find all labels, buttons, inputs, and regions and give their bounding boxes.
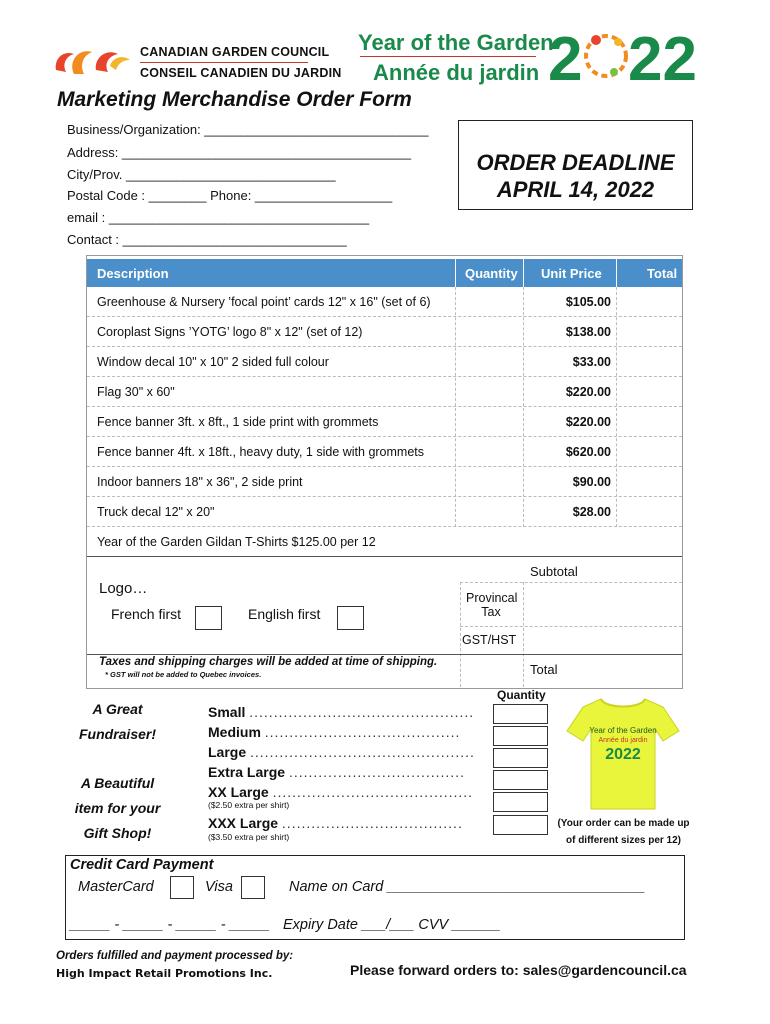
summary-divider — [87, 556, 682, 557]
leader-dots: ..................................... — [281, 815, 463, 831]
contact-field[interactable]: Contact : _______________________________ — [67, 232, 347, 247]
tax-note: Taxes and shipping charges will be added at time of shipping. — [99, 656, 438, 668]
summary-line — [460, 626, 682, 627]
shirt-note-line: of different sizes per 12) — [565, 835, 682, 846]
provincial-tax-line2: Tax — [481, 605, 501, 619]
row-divider — [87, 316, 682, 317]
size-label: Extra Large — [208, 764, 286, 780]
total-label: Total — [530, 662, 558, 677]
fulfilled-by-note: Orders fulfilled and payment processed by: — [56, 950, 294, 962]
qty-extra-large-input[interactable] — [493, 770, 548, 790]
qty-medium-input[interactable] — [493, 726, 548, 746]
expiry-cvv-field[interactable]: Expiry Date ___/___ CVV ______ — [283, 917, 501, 933]
deadline-line1: ORDER DEADLINE — [476, 150, 675, 175]
french-first-checkbox[interactable] — [195, 606, 222, 630]
email-field[interactable]: email : ____________________________________ — [67, 210, 370, 225]
tshirt-image — [563, 693, 683, 813]
table-row: Fence banner 3ft. x 8ft., 1 side print with grommets — [97, 415, 379, 429]
leader-dots: ........................................ — [264, 724, 461, 740]
header-total: Total — [647, 266, 678, 281]
leader-dots: .............................................. — [249, 704, 475, 720]
table-row: Truck decal 12" x 20" — [97, 505, 215, 519]
english-first-checkbox[interactable] — [337, 606, 364, 630]
order-table — [86, 255, 683, 689]
quantity-heading: Quantity — [497, 688, 546, 702]
form-title: Marketing Merchandise Order Form — [57, 88, 412, 111]
provincial-tax-label — [466, 591, 516, 619]
summary-line — [460, 582, 682, 583]
leader-dots: .............................................. — [250, 744, 475, 760]
row-divider — [87, 406, 682, 407]
column-line — [616, 287, 617, 527]
size-large — [208, 744, 475, 760]
logo-2022 — [548, 18, 698, 88]
shirt-order-note — [556, 815, 691, 849]
table-row: Fence banner 4ft. x 18ft., heavy duty, 1 side with grommets — [97, 445, 425, 459]
year-of-garden-title: Year of the Garden — [358, 30, 554, 55]
row-price: $105.00 — [565, 295, 611, 309]
header-sep — [455, 259, 456, 287]
row-divider — [87, 376, 682, 377]
qty-xx-large-input[interactable] — [493, 792, 548, 812]
gst-label: GST/HST — [462, 633, 517, 647]
council-name-fr: CONSEIL CANADIEN DU JARDIN — [140, 66, 342, 80]
table-row: Year of the Garden Gildan T-Shirts $125.00 per 12 — [97, 535, 376, 549]
gst-quebec-note: * GST will not be added to Quebec invoices. — [105, 670, 262, 679]
mastercard-label: MasterCard — [78, 879, 154, 895]
address-field[interactable]: Address: ________________________________________ — [67, 145, 412, 160]
row-divider — [87, 496, 682, 497]
header-quantity: Quantity — [465, 266, 518, 281]
yotg-divider — [360, 56, 536, 57]
size-label: Small — [208, 704, 246, 720]
svg-text:2: 2 — [548, 25, 583, 88]
cgc-leaf-logo — [52, 40, 132, 78]
business-field[interactable]: Business/Organization: _______________________________ — [67, 122, 429, 137]
name-on-card-field[interactable]: Name on Card ________________________________ — [289, 879, 646, 895]
table-row: Flag 30" x 60" — [97, 385, 175, 399]
size-xxx-large — [208, 815, 463, 831]
promo-line: Fundraiser! — [78, 726, 156, 742]
summary-col-line — [523, 582, 524, 687]
english-first-label: English first — [248, 606, 321, 622]
header-sep — [523, 259, 524, 287]
city-field[interactable]: City/Prov. _____________________________ — [67, 167, 336, 182]
header-description: Description — [97, 266, 169, 281]
row-price: $33.00 — [572, 355, 611, 369]
promo-fundraiser — [60, 697, 175, 747]
size-small — [208, 704, 474, 720]
mastercard-checkbox[interactable] — [170, 876, 194, 899]
subtotal-label: Subtotal — [530, 564, 578, 579]
logo-label: Logo… — [99, 580, 148, 597]
column-line — [523, 287, 524, 527]
shirt-note-line: (Your order can be made up — [557, 818, 690, 829]
promo-gift-shop — [60, 771, 175, 846]
postal-phone-field[interactable]: Postal Code : ________ Phone: ___________________ — [67, 188, 393, 203]
card-number-field[interactable]: _____ - _____ - _____ - _____ — [70, 917, 270, 933]
fulfillment-company: High Impact Retail Promotions Inc. — [56, 967, 273, 980]
visa-label: Visa — [205, 879, 233, 895]
promo-line: Gift Shop! — [83, 825, 152, 841]
header-sep — [616, 259, 617, 287]
table-row: Greenhouse & Nursery ’focal point’ cards 12" x 16" (set of 6) — [97, 295, 431, 309]
size-label: XX Large — [208, 784, 269, 800]
row-divider — [87, 346, 682, 347]
xx-large-note: ($2.50 extra per shirt) — [208, 800, 290, 810]
promo-line: A Beautiful — [80, 775, 155, 791]
row-price: $620.00 — [565, 445, 611, 459]
deadline-date: APRIL 14, 2022 — [496, 177, 655, 202]
credit-card-title: Credit Card Payment — [70, 857, 214, 873]
row-price: $28.00 — [572, 505, 611, 519]
order-deadline-box — [458, 120, 693, 210]
qty-xxx-large-input[interactable] — [493, 815, 548, 835]
promo-line: A Great — [92, 701, 143, 717]
header-unit-price: Unit Price — [541, 266, 602, 281]
leader-dots: ......................................... — [272, 784, 474, 800]
row-divider — [87, 466, 682, 467]
summary-divider — [87, 654, 682, 655]
row-price: $220.00 — [565, 415, 611, 429]
qty-small-input[interactable] — [493, 704, 548, 724]
size-label: Large — [208, 744, 247, 760]
visa-checkbox[interactable] — [241, 876, 265, 899]
column-line — [455, 287, 456, 527]
forward-orders-email: Please forward orders to: sales@gardencouncil.ca — [350, 962, 687, 978]
size-label: XXX Large — [208, 815, 279, 831]
table-row: Coroplast Signs ’YOTG’ logo 8" x 12" (set of 12) — [97, 325, 363, 339]
row-price: $90.00 — [572, 475, 611, 489]
row-divider — [87, 526, 682, 527]
provincial-tax-line1: Provincal — [466, 591, 518, 605]
row-price: $138.00 — [565, 325, 611, 339]
promo-line: item for your — [74, 800, 161, 816]
size-medium — [208, 724, 460, 740]
xxx-large-note: ($3.50 extra per shirt) — [208, 832, 290, 842]
council-name — [140, 42, 342, 83]
annee-du-jardin-title: Année du jardin — [373, 60, 540, 85]
size-label: Medium — [208, 724, 261, 740]
size-extra-large — [208, 764, 465, 780]
row-divider — [87, 436, 682, 437]
shirt-2022: 2022 — [605, 746, 641, 763]
leader-dots: .................................... — [288, 764, 465, 780]
council-name-en: CANADIAN GARDEN COUNCIL — [140, 45, 330, 59]
qty-large-input[interactable] — [493, 748, 548, 768]
size-xx-large — [208, 784, 473, 800]
table-row: Indoor banners 18" x 36", 2 side print — [97, 475, 303, 489]
shirt-text-en: Year of the Garden — [589, 726, 657, 735]
table-row: Window decal 10" x 10" 2 sided full colour — [97, 355, 329, 369]
french-first-label: French first — [111, 606, 182, 622]
row-price: $220.00 — [565, 385, 611, 399]
svg-text:22: 22 — [628, 25, 697, 88]
shirt-text-fr: Année du jardin — [598, 737, 648, 744]
